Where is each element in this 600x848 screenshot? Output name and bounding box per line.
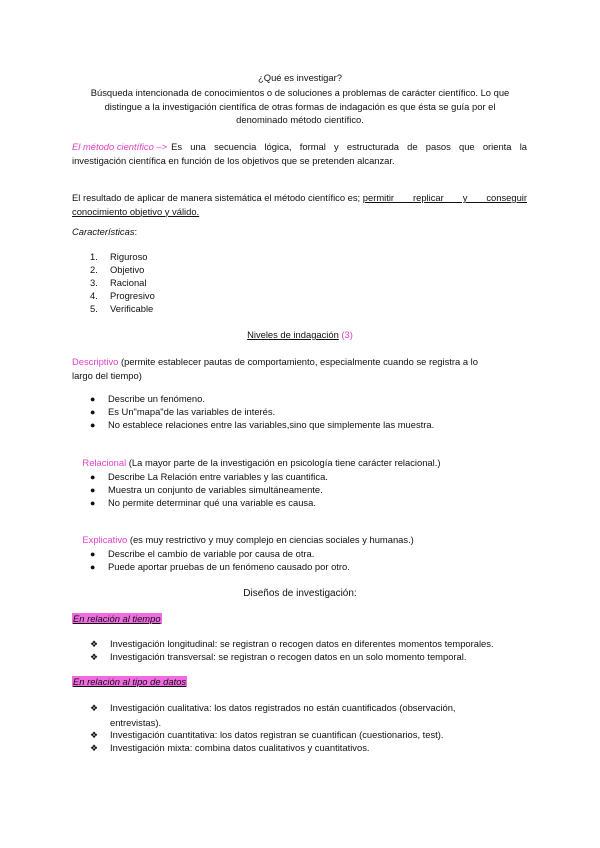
- bullet-text: Es Un"mapa"de las variables de interés.: [108, 406, 276, 417]
- bullet-text: Describe La Relación entre variables y las cuantifica.: [108, 471, 328, 482]
- resultado-underlined: conocimiento objetivo y válido.: [72, 205, 200, 217]
- item-number: 4.: [90, 290, 98, 301]
- diamond-bullet-icon: ❖: [90, 703, 99, 713]
- intro-line: Búsqueda intencionada de conocimientos o de soluciones a problemas de carácter científico. Lo que: [90, 87, 510, 98]
- diamond-bullet-icon: ❖: [90, 639, 99, 649]
- intro-line: distingue a la investigación científica de otras formas de indagación es que ésta se guía por el: [104, 100, 496, 112]
- item-text: Investigación cualitativa: los datos registrados no están cuantificados (observación,: [110, 702, 456, 713]
- descriptivo-desc: largo del tiempo): [72, 369, 142, 381]
- diamond-bullet-icon: ❖: [90, 652, 99, 662]
- list-item: [90, 561, 350, 572]
- explicativo-term: Explicativo: [82, 534, 128, 545]
- page-title: [0, 72, 600, 83]
- disenos-title: Diseños de investigación:: [243, 588, 357, 599]
- list-item: [90, 406, 275, 417]
- list-item: [90, 393, 205, 404]
- list-item: [90, 742, 370, 754]
- resultado-paragraph: [72, 191, 527, 218]
- caracteristicas-colon: :: [134, 226, 138, 237]
- item-number: 1.: [90, 251, 98, 262]
- bullet-icon: ●: [90, 485, 96, 495]
- tiempo-title: En relación al tiempo: [73, 613, 161, 624]
- metodo-term: El método científico –>: [72, 141, 168, 152]
- niveles-title: Niveles de indagación: [247, 329, 339, 340]
- bullet-icon: ●: [90, 549, 96, 559]
- bullet-icon: ●: [90, 472, 96, 482]
- list-item: [90, 638, 494, 650]
- bullet-text: Puede aportar pruebas de un fenómeno causado por otro.: [108, 561, 350, 572]
- item-text: Investigación cuantitativa: los datos registran se cuantifican (cuestionarios, test).: [110, 729, 444, 740]
- item-text: Investigación transversal: se registran o recogen datos en un solo momento temporal.: [110, 651, 467, 662]
- list-item: [90, 277, 146, 288]
- list-item: [90, 497, 316, 508]
- diamond-bullet-icon: ❖: [90, 743, 99, 753]
- explicativo-desc: (es muy restrictivo y muy complejo en ciencias sociales y humanas.): [127, 534, 414, 545]
- list-item: [90, 484, 323, 495]
- item-label: Objetivo: [110, 264, 145, 275]
- caracteristicas-heading: [72, 226, 137, 237]
- list-item: [90, 251, 148, 262]
- descriptivo-paragraph: [72, 355, 527, 382]
- bullet-icon: ●: [90, 562, 96, 572]
- niveles-count: (3): [341, 329, 353, 340]
- item-number: 5.: [90, 303, 98, 314]
- metodo-paragraph: [72, 140, 527, 167]
- tiempo-heading: [72, 613, 162, 624]
- list-item: [90, 471, 328, 482]
- intro-line: denominado método científico.: [236, 114, 364, 125]
- intro-paragraph: [60, 86, 540, 127]
- datos-title: En relación al tipo de datos: [73, 676, 187, 687]
- bullet-icon: ●: [90, 420, 96, 430]
- list-item: [90, 548, 314, 559]
- diamond-bullet-icon: ❖: [90, 730, 99, 740]
- relacional-term: Relacional: [82, 457, 127, 468]
- relacional-desc: (La mayor parte de la investigación en psicología tiene carácter relacional.): [126, 457, 441, 468]
- item-text: Investigación mixta: combina datos cualitativos y cuantitativos.: [110, 742, 370, 753]
- resultado-underlined: permitir replicar y conseguir: [362, 192, 527, 203]
- bullet-text: Describe el cambio de variable por causa de otra.: [108, 548, 315, 559]
- resultado-text: El resultado de aplicar de manera sistemática el método científico es;: [72, 192, 363, 203]
- bullet-text: No establece relaciones entre las variables,sino que simplemente las muestra.: [108, 419, 435, 430]
- list-item: [90, 264, 144, 275]
- item-label: Riguroso: [110, 251, 148, 262]
- item-number: 2.: [90, 264, 98, 275]
- list-item: [90, 651, 466, 663]
- metodo-line: investigación científica en función de los objetivos que se pretenden alcanzar.: [72, 154, 395, 166]
- item-label: Racional: [110, 277, 147, 288]
- disenos-heading: [0, 588, 600, 599]
- item-number: 3.: [90, 277, 98, 288]
- descriptivo-desc: (permite establecer pautas de comportamiento, especialmente cuando se registra a lo: [118, 356, 478, 367]
- item-label: Verificable: [110, 303, 154, 314]
- bullet-icon: ●: [90, 394, 96, 404]
- bullet-text: No permite determinar qué una variable es causa.: [108, 497, 316, 508]
- descriptivo-term: Descriptivo: [72, 356, 119, 367]
- title-text: ¿Qué es investigar?: [258, 72, 342, 83]
- datos-heading: [72, 676, 187, 687]
- bullet-text: Muestra un conjunto de variables simultáneamente.: [108, 484, 323, 495]
- list-item: [90, 419, 434, 430]
- item-label: Progresivo: [110, 290, 155, 301]
- list-item: [90, 701, 456, 729]
- niveles-heading: [0, 329, 600, 340]
- bullet-text: Describe un fenómeno.: [108, 393, 205, 404]
- list-item: [90, 303, 153, 314]
- list-item: [90, 290, 155, 301]
- caracteristicas-label: Características: [72, 226, 135, 237]
- item-text: entrevistas).: [110, 716, 162, 728]
- metodo-line: Es una secuencia lógica, formal y estructurada de pasos que orienta la: [171, 141, 527, 152]
- list-item: [90, 729, 444, 741]
- bullet-icon: ●: [90, 498, 96, 508]
- bullet-icon: ●: [90, 407, 96, 417]
- item-text: Investigación longitudinal: se registran o recogen datos en diferentes momentos temporales.: [110, 638, 494, 649]
